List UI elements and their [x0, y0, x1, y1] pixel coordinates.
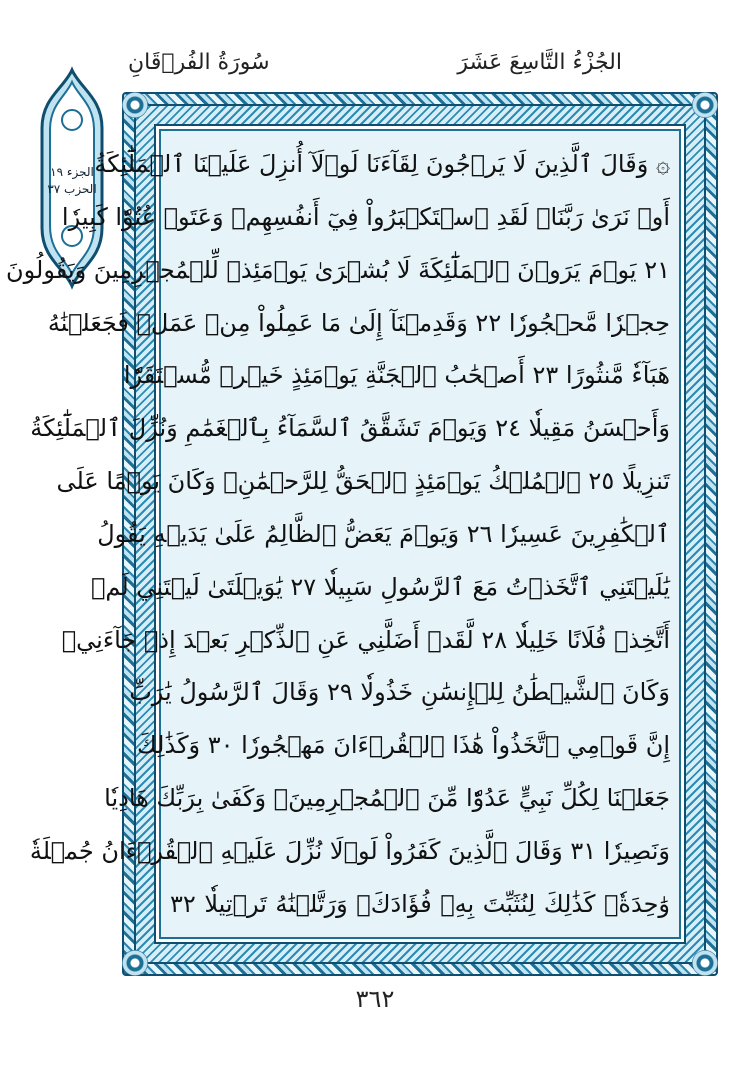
corner-rosette-icon: [692, 950, 718, 976]
corner-rosette-icon: [122, 92, 148, 118]
juz-name-header: الجُزْءُ التَّاسِعَ عَشَرَ: [457, 50, 622, 75]
medallion-juz-label: الجزء ١٩: [50, 165, 94, 179]
verse-line-6: وَأَحۡسَنُ مَقِيلٗا ٢٤ وَيَوۡمَ تَشَقَّقُ ٱلسَّمَآءُ بِٱلۡغَمَٰمِ وَنُزِّلَ ٱلۡمَلَٰٓئِكَةُ: [30, 414, 670, 443]
verse-line-8: ٱلۡكَٰفِرِينَ عَسِيرٗا ٢٦ وَيَوۡمَ يَعَضُّ ٱلظَّالِمُ عَلَىٰ يَدَيۡهِ يَقُولُ: [97, 519, 670, 548]
verse-line-1: ۞ وَقَالَ ٱلَّذِينَ لَا يَرۡجُونَ لِقَآءَنَا لَوۡلَآ أُنزِلَ عَلَيۡنَا ٱلۡمَلَٰٓئِكَةُ: [94, 150, 670, 178]
medallion-hizb-label: الحزب ٣٧: [47, 182, 97, 196]
verse-line-3: ٢١ يَوۡمَ يَرَوۡنَ ٱلۡمَلَٰٓئِكَةَ لَا بُشۡرَىٰ يَوۡمَئِذٖ لِّلۡمُجۡرِمِينَ وَيَقُولُونَ: [6, 255, 670, 284]
verse-line-7: تَنزِيلًا ٢٥ ٱلۡمُلۡكُ يَوۡمَئِذٍ ٱلۡحَقُّ لِلرَّحۡمَٰنِۚ وَكَانَ يَوۡمًا عَلَى: [56, 467, 670, 496]
page-number: ٣٦٢: [355, 985, 395, 1013]
verse-line-9: يَٰلَيۡتَنِي ٱتَّخَذۡتُ مَعَ ٱلرَّسُولِ سَبِيلٗا ٢٧ يَٰوَيۡلَتَىٰ لَيۡتَنِي لَمۡ: [91, 572, 670, 601]
surah-name-header: سُورَةُ الفُرۡقَانِ: [128, 50, 270, 75]
verse-line-10: أَتَّخِذۡ فُلَانًا خَلِيلٗا ٢٨ لَّقَدۡ أَضَلَّنِي عَنِ ٱلذِّكۡرِ بَعۡدَ إِذۡ جَآءَنِيۗ: [61, 625, 670, 654]
verse-line-4: حِجۡرٗا مَّحۡجُورٗا ٢٢ وَقَدِمۡنَآ إِلَىٰ مَا عَمِلُواْ مِنۡ عَمَلٖ فَجَعَلۡنَٰهُ: [47, 308, 670, 337]
verse-line-12: إِنَّ قَوۡمِي ٱتَّخَذُواْ هَٰذَا ٱلۡقُرۡءَانَ مَهۡجُورٗا ٣٠ وَكَذَٰلِكَ: [136, 731, 670, 760]
verse-line-15: وَٰحِدَةٗۚ كَذَٰلِكَ لِنُثَبِّتَ بِهِۦ فُؤَادَكَۖ وَرَتَّلۡنَٰهُ تَرۡتِيلٗا ٣٢: [170, 889, 670, 918]
corner-rosette-icon: [692, 92, 718, 118]
verse-line-14: وَنَصِيرٗا ٣١ وَقَالَ ٱلَّذِينَ كَفَرُواْ لَوۡلَا نُزِّلَ عَلَيۡهِ ٱلۡقُرۡءَانُ جُمۡلَةٗ: [29, 836, 670, 865]
verse-line-11: وَكَانَ ٱلشَّيۡطَٰنُ لِلۡإِنسَٰنِ خَذُولٗا ٢٩ وَقَالَ ٱلرَّسُولُ يَٰرَبِّ: [129, 678, 670, 707]
verse-line-5: هَبَآءٗ مَّنثُورًا ٢٣ أَصۡحَٰبُ ٱلۡجَنَّةِ يَوۡمَئِذٍ خَيۡرٞ مُّسۡتَقَرّٗا: [123, 361, 670, 390]
verse-line-13: جَعَلۡنَا لِكُلِّ نَبِيٍّ عَدُوّٗا مِّنَ ٱلۡمُجۡرِمِينَۗ وَكَفَىٰ بِرَبِّكَ هَادِيٗا: [104, 784, 670, 813]
corner-rosette-icon: [122, 950, 148, 976]
verse-line-2: أَوۡ نَرَىٰ رَبَّنَاۗ لَقَدِ ٱسۡتَكۡبَرُواْ فِيٓ أَنفُسِهِمۡ وَعَتَوۡ عُتُوّٗا كَبِيرٗا: [61, 202, 670, 231]
